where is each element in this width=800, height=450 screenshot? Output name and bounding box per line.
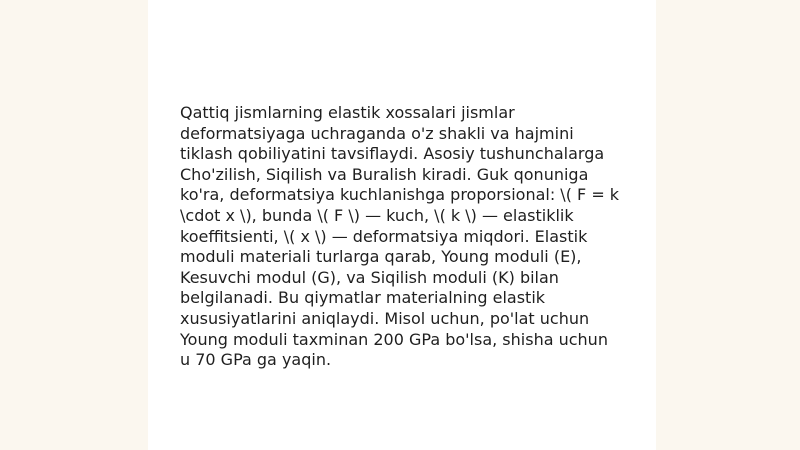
paragraph-line: Cho'zilish, Siqilish va Buralish kiradi. Guk qonuniga xyxy=(180,164,589,184)
paragraph-line: Young moduli taxminan 200 GPa bo'lsa, shisha uchun xyxy=(180,329,608,349)
paragraph-line: Qattiq jismlarning elastik xossalari jismlar xyxy=(180,103,515,122)
paragraph-line: u 70 GPa ga yaqin. xyxy=(180,350,332,370)
paragraph-line: moduli materiali turlarga qarab, Young moduli (E), xyxy=(180,247,582,267)
paragraph-line: koeffitsienti, \( x \) — deformatsiya miqdori. Elastik xyxy=(180,226,588,246)
paragraph-line: ko'ra, deformatsiya kuchlanishga proporsional: \( F = k xyxy=(180,185,620,205)
paragraph-line: Kesuvchi modul (G), va Siqilish moduli (K) bilan xyxy=(180,267,559,287)
paragraph-line: belgilanadi. Bu qiymatlar materialning elastik xyxy=(180,288,546,308)
paragraph-line: tiklash qobiliyatini tavsiflaydi. Asosiy tushunchalarga xyxy=(180,144,605,164)
paragraph-line: \cdot x \), bunda \( F \) — kuch, \( k \) — elastiklik xyxy=(180,205,574,225)
paragraph-line: deformatsiyaga uchraganda o'z shakli va hajmini xyxy=(180,123,574,143)
paragraph-line: xususiyatlarini aniqlaydi. Misol uchun, po'lat uchun xyxy=(180,308,590,328)
document-page xyxy=(148,0,656,450)
body-paragraph xyxy=(180,103,626,371)
